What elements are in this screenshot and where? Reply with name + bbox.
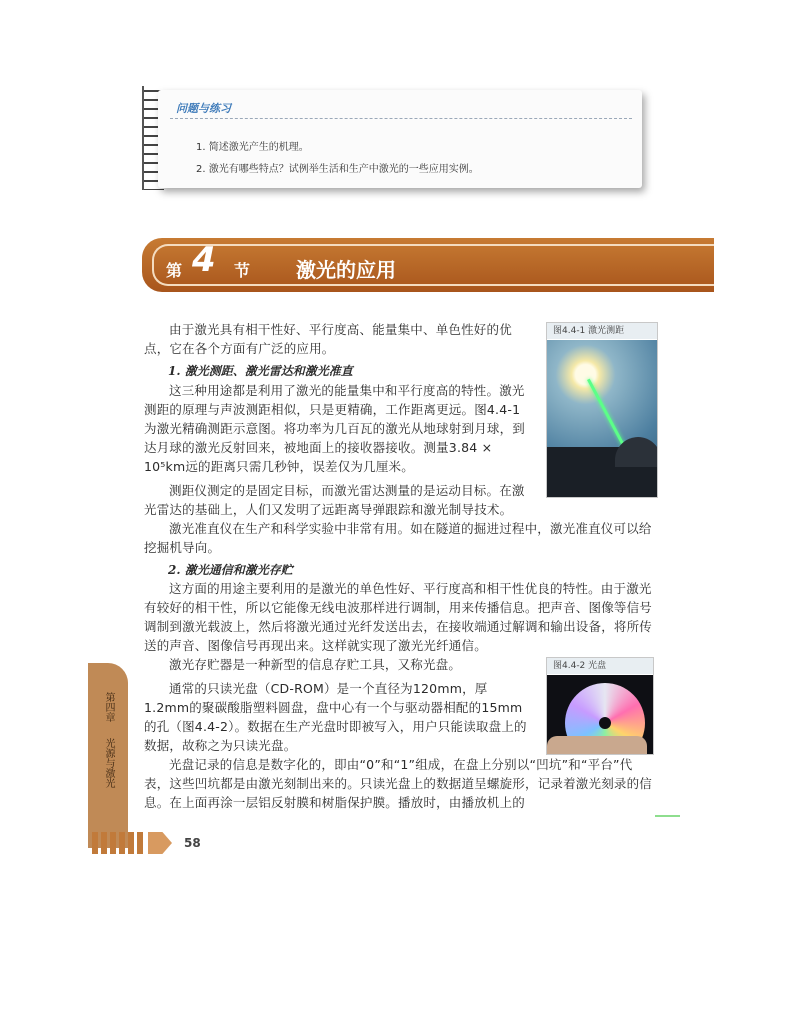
exercise-divider [170,118,632,119]
hand-holding-disc [547,736,647,754]
figure-caption-laser-ranging: 图4.4-1 激光测距 [547,323,657,339]
exercise-item-2: 2. 激光有哪些特点？试例举生活和生产中激光的一些应用实例。 [196,164,479,175]
intro-paragraph: 由于激光具有相干性好、平行度高、能量集中、单色性好的优点，它在各个方面有广泛的应用。 [144,322,512,356]
section-title: 激光的应用 [296,258,396,282]
figure-caption-optical-disc: 图4.4-2 光盘 [547,658,653,674]
paragraph-laser-radar: 测距仪测定的是固定目标，而激光雷达测量的是运动目标。在激光雷达的基础上，人们又发明了远距离导弹跟踪和激光制导技术。 [144,483,525,517]
optical-disc-photo [547,675,653,754]
paragraph-laser-collimator: 激光准直仪在生产和科学实验中非常有用。如在隧道的掘进过程中，激光准直仪可以给挖掘机导向。 [144,521,652,555]
paragraph-optical-disc-intro: 激光存贮器是一种新型的信息存贮工具，又称光盘。 [169,657,462,672]
paragraph-laser-communication: 这方面的用途主要利用的是激光的单色性好、平行度高和相干性优良的特性。由于激光有较好的相干性，所以它能像无线电波那样进行调制，用来传播信息。把声音、图像等信号调制到激光载波上，然后将激光通过光纤发送出去，在接收端通过解调和输出设备，将所传送的声音、图像信号再现出来。这样就实现了激光光纤通信。 [144,581,653,653]
section-suffix: 节 [234,261,251,280]
heading-laser-ranging: 1. 激光测距、激光雷达和激光准直 [168,364,353,378]
chapter-tab-label [101,692,115,788]
exercise-item-1: 1. 简述激光产生的机理。 [196,142,309,153]
figure-laser-ranging [546,322,658,498]
exercise-title: 问题与练习 [176,102,231,115]
section-prefix: 第 [166,261,183,280]
heading-laser-communication: 2. 激光通信和激光存贮 [168,563,293,577]
chapter-title: 光源与激光 [103,738,114,789]
footer-arrow-icon [148,832,172,854]
chapter-number: 第四章 [103,692,114,722]
accent-line [655,815,680,817]
page-number: 58 [184,836,201,850]
laser-ranging-photo [547,340,657,497]
paragraph-cd-rom: 通常的只读光盘（CD-ROM）是一个直径为120mm，厚1.2mm的聚碳酸脂塑料圆盘，盘中心有一个与驱动器相配的15mm的孔（图4.4-2）。数据在生产光盘时即被写入，用户只能读取盘上的数据，故称之为只读光盘。 [144,681,527,753]
figure-optical-disc [546,657,654,755]
cd-center-hole [599,717,611,729]
paragraph-disc-recording: 光盘记录的信息是数字化的，即由“0”和“1”组成，在盘上分别以“凹坑”和“平台”代表，这些凹坑都是由激光刻制出来的。只读光盘上的数据道呈螺旋形，记录着激光刻录的信息。在上面再涂一层铝反射膜和树脂保护膜。播放时，由播放机上的 [144,757,653,810]
section-number: 4 [192,240,216,280]
paragraph-laser-ranging: 这三种用途都是利用了激光的能量集中和平行度高的特性。激光测距的原理与声波测距相似，只是更精确，工作距离更远。图4.4-1为激光精确测距示意图。将功率为几百瓦的激光从地球射到月球，到达月球的激光反射回来，被地面上的接收器接收。测量3.84 × 10⁵km远的距离只需几秒钟，误差仅为几厘米。 [144,383,526,474]
